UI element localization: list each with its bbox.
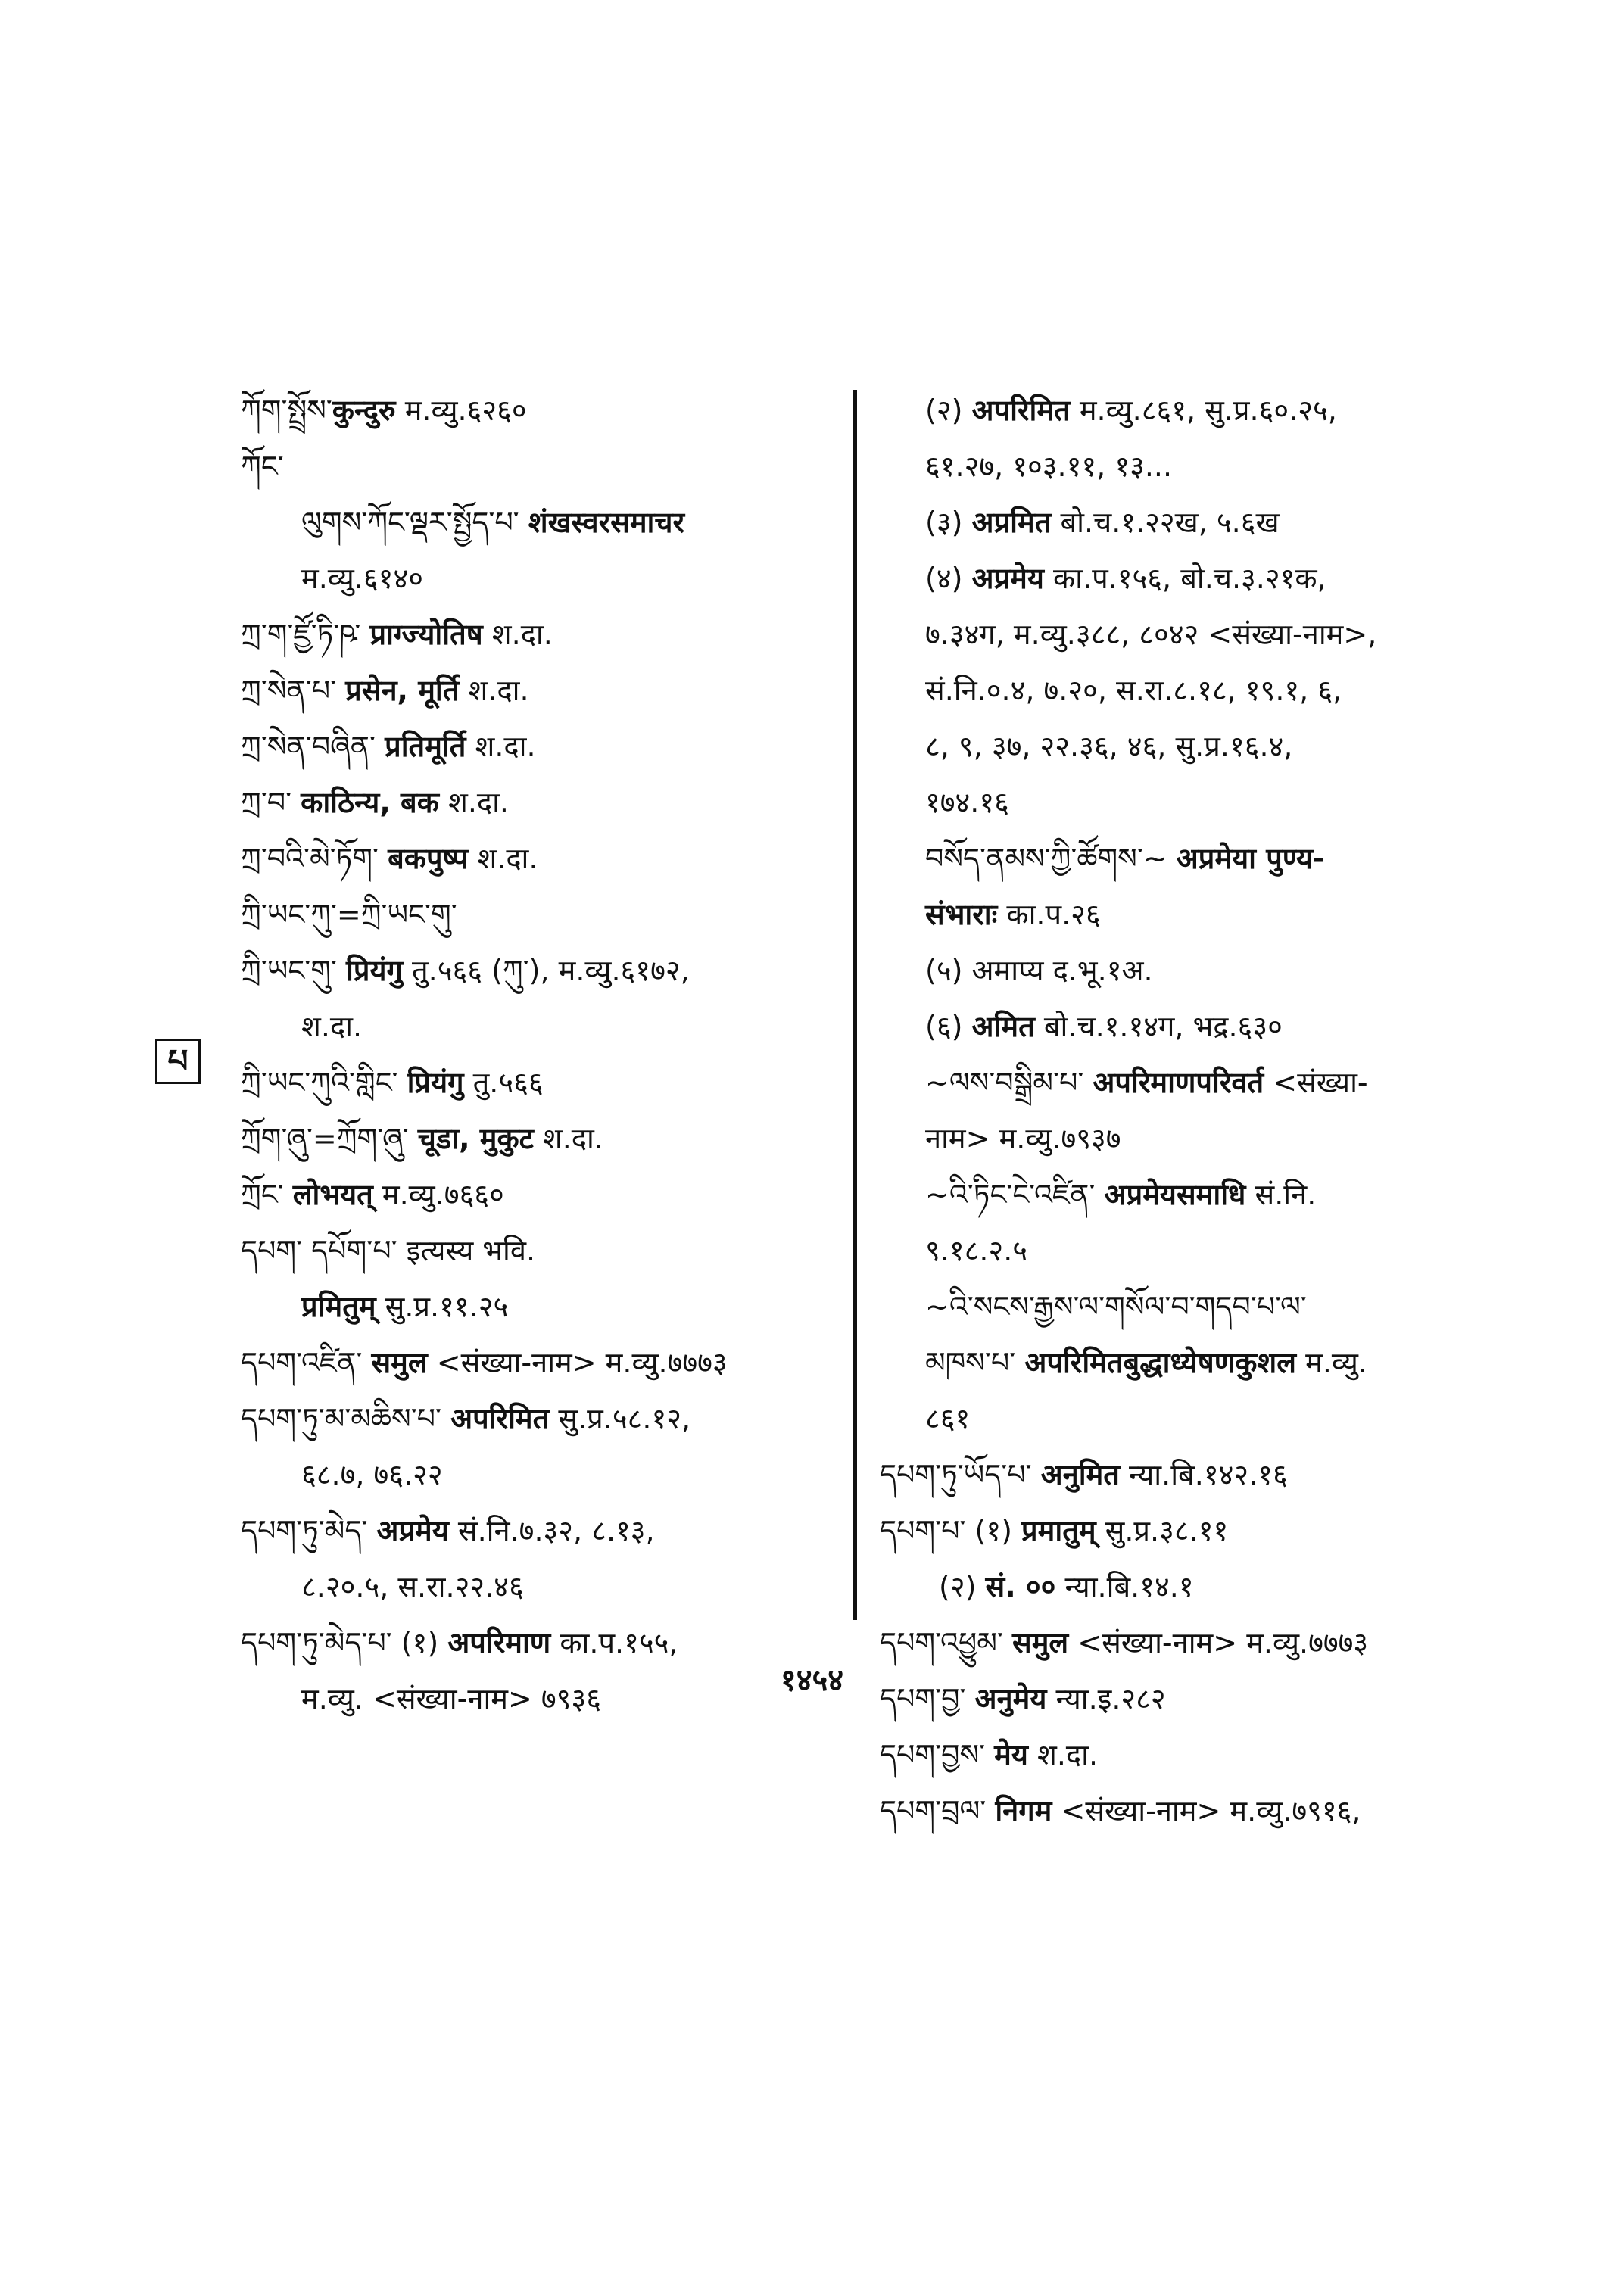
reference-text: म.व्यु.८६१, सु.प्र.६०.२५, — [1070, 394, 1337, 427]
reference-text: का.प.१५६, बो.च.३.२१क, — [1043, 562, 1326, 595]
reference-text: न्या.बि.१४२.१६ — [1119, 1458, 1288, 1491]
dictionary-entry-line — [880, 1167, 1485, 1223]
sanskrit-gloss: अपरिमित — [971, 394, 1071, 427]
reference-text: श.दा. — [466, 730, 536, 763]
reference-text: म.व्यु. — [1296, 1346, 1368, 1379]
tibetan-term: ཀྲོང་ — [241, 1178, 293, 1211]
tibetan-term: ཀྲ་བ་ — [241, 786, 301, 819]
reference-text: <संख्या-नाम> म.व्यु.७७७३ — [1068, 1626, 1369, 1659]
column-divider — [853, 390, 857, 1620]
sanskrit-gloss: प्रियंगु — [407, 1066, 464, 1099]
sanskrit-gloss: प्रतिमूर्ति — [385, 730, 466, 763]
reference-text: १७४.१६ — [925, 786, 1009, 819]
sanskrit-gloss: अनुमेय — [974, 1682, 1047, 1715]
reference-text: न्या.बि.१४.१ — [1055, 1570, 1194, 1603]
reference-text: श.दा. — [1027, 1738, 1099, 1771]
page-number: १४५४ — [780, 1663, 844, 1698]
reference-text: ८६१ — [925, 1402, 971, 1435]
dictionary-entry-line — [880, 718, 1485, 774]
tibetan-term: ཀྲ་ག་ཛྱོ་ཏི་ཥ་ — [241, 618, 370, 651]
sanskrit-gloss: अपरिमितबुद्धाध्येषणकुशल — [1024, 1346, 1297, 1379]
sanskrit-gloss: अमित — [971, 1010, 1035, 1043]
reference-text: श.दा. — [482, 618, 553, 651]
dictionary-entry-line — [880, 1391, 1485, 1447]
dictionary-entry-line — [241, 1335, 839, 1391]
dictionary-entry-line — [880, 1783, 1485, 1839]
dictionary-entry-line — [241, 1279, 839, 1335]
dictionary-entry-line — [880, 1223, 1485, 1279]
dictionary-entry-line — [241, 999, 839, 1055]
tibetan-term: (२) — [939, 1570, 986, 1603]
dictionary-entry-line — [880, 886, 1485, 942]
sanskrit-gloss: शंखस्वरसमाचर — [528, 506, 685, 539]
tibetan-term: དཔག་ཏུ་མ་མཆིས་པ་ — [241, 1402, 451, 1435]
tibetan-term: ཀོག་སྤྲོས་ — [241, 394, 332, 427]
tibetan-term: ཀོང་ — [241, 450, 284, 483]
tibetan-term: ཀྲ་སེན་བཞིན་ — [241, 730, 385, 763]
reference-text: सं.नि.७.३२, ८.१३, — [448, 1514, 655, 1547]
tibetan-term: དཔག་ཏུ་མེད་ — [241, 1514, 377, 1547]
tibetan-term: ~ལས་བསྒྲིམ་པ་ — [925, 1066, 1093, 1099]
dictionary-entry-line — [241, 942, 839, 999]
dictionary-entry-line — [880, 1111, 1485, 1167]
dictionary-entry-line — [241, 1111, 839, 1167]
dictionary-entry-line — [241, 494, 839, 550]
dictionary-entry-line — [241, 1503, 839, 1559]
dictionary-entry-line — [241, 438, 839, 494]
reference-text: तु.५६६ — [463, 1066, 544, 1099]
dictionary-entry-line — [880, 550, 1485, 606]
left-column — [241, 382, 839, 1727]
tibetan-term: ཀྲི་ཡང་གུ་ — [241, 954, 346, 987]
dictionary-entry-line — [241, 718, 839, 774]
reference-text: ८.२०.५, स.रा.२२.४६ — [301, 1570, 524, 1603]
reference-text: का.प.१५५, — [550, 1626, 678, 1659]
sanskrit-gloss: अनुमित — [1040, 1458, 1120, 1491]
reference-text: <संख्या- — [1264, 1066, 1368, 1099]
reference-text: सु.प्र.३८.११ — [1096, 1514, 1229, 1547]
dictionary-entry-line — [880, 830, 1485, 886]
sanskrit-gloss: अपरिमाणपरिवर्त — [1093, 1066, 1264, 1099]
dictionary-entry-line — [880, 606, 1485, 662]
reference-text: सु.प्र.५८.१२, — [549, 1402, 691, 1435]
reference-text: बो.च.१.१४ग, भद्र.६३० — [1034, 1010, 1283, 1043]
sanskrit-gloss: प्रियंगु — [346, 954, 403, 987]
sanskrit-gloss: प्रमितुम् — [301, 1290, 376, 1323]
tibetan-term: མཁས་པ་ — [925, 1346, 1025, 1379]
dictionary-entry-line — [880, 999, 1485, 1055]
tibetan-term: དཔག་བྱས་ — [880, 1738, 995, 1771]
dictionary-entry-line — [880, 1279, 1485, 1335]
tibetan-term: དཔག་ དཔོག་པ་ — [241, 1234, 407, 1267]
reference-text: ६८.७, ७६.२२ — [301, 1458, 443, 1491]
dictionary-entry-line — [241, 382, 839, 438]
reference-text: श.दा. — [468, 842, 538, 875]
sanskrit-gloss: अप्रमेया पुण्य- — [1176, 842, 1325, 875]
sanskrit-gloss: अप्रमित — [971, 506, 1052, 539]
dictionary-entry-line — [241, 662, 839, 718]
reference-text: श.दा. — [301, 1010, 363, 1043]
dictionary-entry-line — [241, 1055, 839, 1111]
sanskrit-gloss: समुल — [371, 1346, 428, 1379]
reference-text: <संख्या-नाम> म.व्यु.७९१६, — [1052, 1794, 1361, 1827]
sanskrit-gloss: लोभयत् — [292, 1178, 373, 1211]
reference-text: म.व्यु.६१४० — [301, 562, 423, 595]
section-letter-marker: པ — [155, 1039, 201, 1084]
dictionary-entry-line — [880, 662, 1485, 718]
right-column — [880, 382, 1485, 1839]
sanskrit-gloss: चूडा, मुकुट — [417, 1122, 534, 1155]
reference-text: म.व्यु.६२६० — [395, 394, 527, 427]
sanskrit-gloss: अपरिमित — [450, 1402, 550, 1435]
sanskrit-gloss: अप्रमेय — [376, 1514, 449, 1547]
dictionary-entry-line — [241, 1391, 839, 1447]
reference-text: ८, ९, ३७, २२.३६, ४६, सु.प्र.१६.४, — [925, 730, 1293, 763]
dictionary-entry-line — [880, 1503, 1485, 1559]
dictionary-entry-line — [241, 550, 839, 606]
dictionary-entry-line — [241, 1167, 839, 1223]
dictionary-entry-line — [880, 382, 1485, 438]
sanskrit-gloss: प्रसेन, मूर्ति — [345, 674, 460, 707]
sanskrit-gloss: मेय — [994, 1738, 1028, 1771]
reference-text: <संख्या-नाम> म.व्यु.७७७३ — [427, 1346, 728, 1379]
tibetan-term: ཀྲ་སེན་པ་ — [241, 674, 346, 707]
tibetan-term: ཀྲོག་ཞུ་=ཀྲོག་ཞུ་ — [241, 1122, 418, 1155]
sanskrit-gloss: सं. ०० — [985, 1570, 1056, 1603]
reference-text: सु.प्र.११.२५ — [376, 1290, 509, 1323]
reference-text: ९.१८.२.५ — [925, 1234, 1028, 1267]
dictionary-entry-line — [241, 1223, 839, 1279]
dictionary-entry-line — [241, 830, 839, 886]
dictionary-entry-line — [880, 1055, 1485, 1111]
tibetan-term: ~འི་སངས་རྒྱས་ལ་གསོལ་བ་གདབ་པ་ལ་ — [925, 1290, 1307, 1323]
reference-text: सं.नि. — [1245, 1178, 1317, 1211]
dictionary-entry-line — [241, 1559, 839, 1615]
tibetan-term: (४) — [925, 562, 972, 595]
reference-text: सं.नि.०.४, ७.२०, स.रा.८.१८, १९.१, ६, — [925, 674, 1342, 707]
sanskrit-gloss: काठिन्य, बक — [301, 786, 439, 819]
reference-text: श.दा. — [459, 674, 529, 707]
sanskrit-gloss: संभाराः — [925, 898, 998, 931]
tibetan-term: དཔག་ཏུ་མེད་པ་ (१) — [241, 1626, 448, 1659]
reference-text: म.व्यु. <संख्या-नाम> ७९३६ — [301, 1682, 601, 1715]
sanskrit-gloss: प्रमातुम् — [1021, 1514, 1096, 1547]
reference-text: म.व्यु.७६६० — [372, 1178, 504, 1211]
dictionary-entry-line — [241, 1447, 839, 1503]
reference-text: इत्यस्य भवि. — [406, 1234, 536, 1267]
tibetan-term: ཀྲི་ཡང་ཀུ་=ཀྲི་ཡང་གུ་ — [241, 898, 457, 931]
dictionary-entry-line — [241, 774, 839, 830]
tibetan-term: ~འི་ཏིང་ངེ་འཛིན་ — [925, 1178, 1105, 1211]
reference-text: न्या.इ.२८२ — [1046, 1682, 1166, 1715]
sanskrit-gloss: कुन्दुरु — [332, 394, 396, 427]
reference-text: श.दा. — [438, 786, 510, 819]
tibetan-term: (५) — [925, 954, 972, 987]
tibetan-term: ལུགས་ཀོང་ལྡར་སྤྱོད་པ་ — [301, 506, 528, 539]
dictionary-entry-line — [241, 886, 839, 942]
dictionary-entry-line — [880, 1727, 1485, 1783]
tibetan-term: ཀྲ་བའི་མེ་ཏོག་ — [241, 842, 388, 875]
reference-text: नाम> म.व्यु.७९३७ — [925, 1122, 1121, 1155]
tibetan-term: ཀྲི་ཡང་ཀུའི་གླིང་ — [241, 1066, 407, 1099]
dictionary-entry-line — [880, 1559, 1485, 1615]
tibetan-term: དཔག་པ་ (१) — [880, 1514, 1021, 1547]
reference-text: ६१.२७, १०३.११, १३... — [925, 450, 1173, 483]
tibetan-term: དཔག་བྲལ་ — [880, 1794, 996, 1827]
sanskrit-gloss: समुल — [1012, 1626, 1069, 1659]
dictionary-entry-line — [241, 606, 839, 662]
reference-text: बो.च.१.२२ख, ५.६ख — [1051, 506, 1280, 539]
sanskrit-gloss: निगम — [995, 1794, 1052, 1827]
tibetan-term: དཔག་བྱ་ — [880, 1682, 975, 1715]
tibetan-term: (३) — [925, 506, 972, 539]
sanskrit-gloss: बकपुष्प — [388, 842, 469, 875]
tibetan-term: (२) — [925, 394, 972, 427]
dictionary-entry-line — [880, 942, 1485, 999]
dictionary-entry-line — [880, 494, 1485, 550]
tibetan-term: དཔག་ཏུ་ཡོད་པ་ — [880, 1458, 1041, 1491]
tibetan-term: དཔག་འཕྱུམ་ — [880, 1626, 1012, 1659]
tibetan-term: (६) — [925, 1010, 972, 1043]
tibetan-term: བསོད་ནམས་ཀྱི་ཚོགས་~ — [925, 842, 1177, 875]
sanskrit-gloss: अपरिमाण — [447, 1626, 551, 1659]
dictionary-entry-line — [880, 438, 1485, 494]
reference-text: तु.५६६ (ཀུ་), म.व्यु.६१७२, — [402, 954, 690, 987]
sanskrit-gloss: प्राग्ज्योतिष — [369, 618, 483, 651]
tibetan-term: དཔག་འཛིན་ — [241, 1346, 372, 1379]
dictionary-entry-line — [880, 1335, 1485, 1391]
reference-text: ७.३४ग, म.व्यु.३८८, ८०४२ <संख्या-नाम>, — [925, 618, 1377, 651]
reference-text: श.दा. — [533, 1122, 603, 1155]
reference-text: अमाप्य द.भू.१अ. — [971, 954, 1153, 987]
reference-text: का.प.२६ — [997, 898, 1101, 931]
dictionary-entry-line — [880, 774, 1485, 830]
sanskrit-gloss: अप्रमेय — [971, 562, 1044, 595]
dictionary-entry-line — [880, 1447, 1485, 1503]
sanskrit-gloss: अप्रमेयसमाधि — [1104, 1178, 1246, 1211]
